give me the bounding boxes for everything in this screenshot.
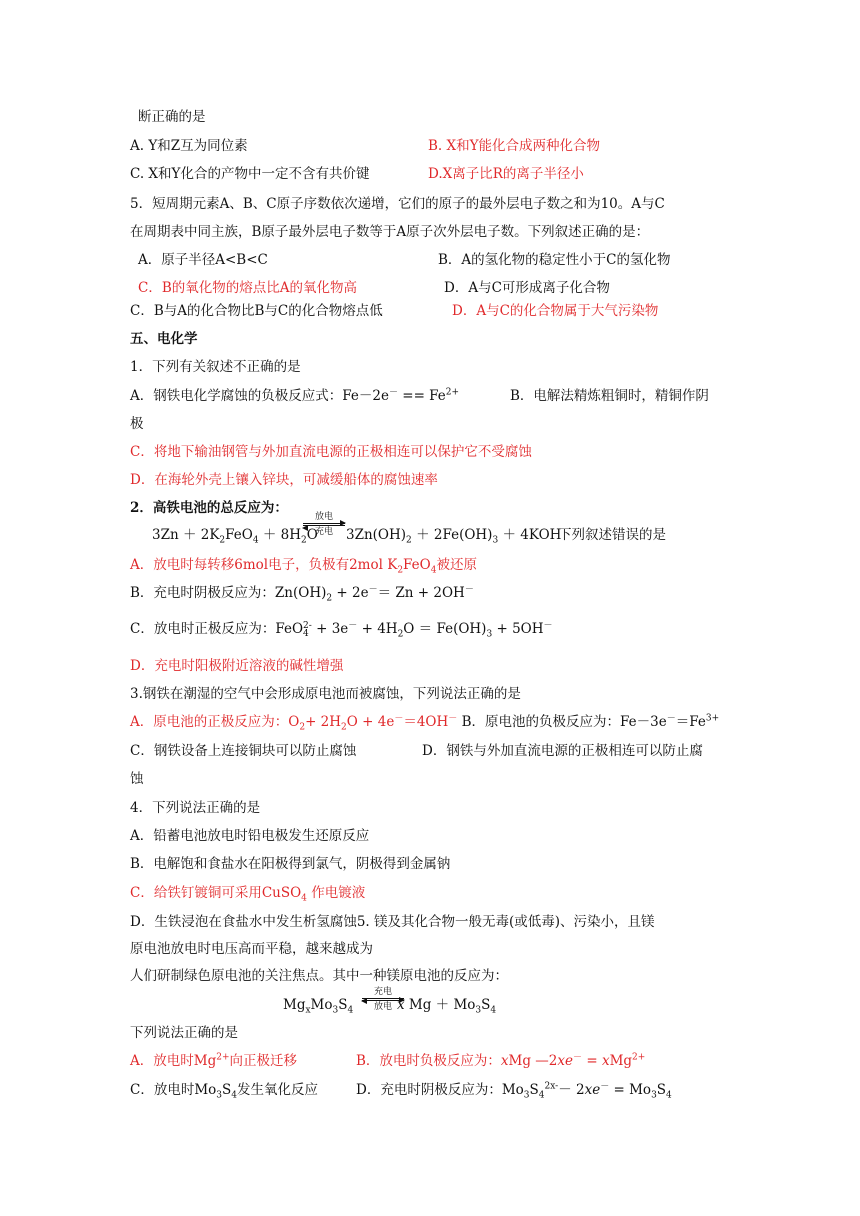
e5-sub: 3	[332, 1005, 339, 1016]
e5-sub: 4	[490, 1005, 497, 1016]
e2-number: 2．高铁电池的总反应为：	[130, 500, 288, 516]
e2-sub: 2	[406, 535, 412, 546]
e2-eq-part: ＋ 2Fe(OH)	[411, 527, 493, 543]
e2-c-ion	[303, 622, 312, 638]
e2-eq-part: 3Zn(OH)	[346, 527, 407, 543]
q5-stem-line1: 5．短周期元素A、B、C原子序数依次递增，它们的原子的最外层电子数之和为10。A与C	[130, 196, 665, 212]
e1-option-d: D．在海轮外壳上镶入锌块，可减缓船体的腐蚀速率	[130, 472, 438, 488]
e3-a-part: O + 4e	[346, 714, 395, 730]
e5-b-part: B．放电时负极反应为：	[356, 1053, 501, 1069]
e5-option-b	[356, 1052, 645, 1070]
e5-sub: 4	[347, 1005, 354, 1016]
e3-sub: 2	[341, 722, 347, 733]
e5-option-a	[130, 1052, 297, 1070]
e5-a-charge: 2+	[216, 1052, 230, 1063]
e5-b-part: Mg	[609, 1053, 633, 1069]
e5-eq-x: x	[397, 997, 405, 1013]
e5-c-part: C．放电时Mo	[130, 1082, 217, 1098]
e4-option-c	[130, 884, 365, 902]
e5-eq-part: Mg ＋ Mo	[404, 997, 476, 1013]
e1-a-eq: == Fe	[397, 388, 446, 404]
section-title: 五、电化学	[130, 331, 198, 347]
e2-option-d: D．充电时阳极附近溶液的碱性增强	[130, 658, 344, 674]
e5-equation-left	[283, 996, 353, 1014]
e3-sup: －	[448, 713, 458, 724]
e5-sub: 3	[475, 1005, 482, 1016]
e3-b-part: ＝Fe	[675, 714, 706, 730]
e3-option-c: C．钢铁设备上连接铜块可以防止腐蚀	[130, 743, 357, 759]
e3-sub: 2	[299, 722, 306, 733]
e3-option-d: D．钢铁与外加直流电源的正极相连可以防止腐	[422, 743, 703, 759]
e1-option-a	[130, 387, 459, 405]
e2-sub: 3	[492, 535, 499, 546]
q4-option-a: A. Y和Z互为同位素	[130, 138, 248, 154]
e3-sup: －	[394, 713, 404, 724]
e4-c-part: C．给铁钉镀铜可采用CuSO	[130, 885, 302, 901]
e3-option-b	[457, 714, 719, 730]
e1-option-c: C．将地下输油钢管与外加直流电源的正极相连可以保护它不受腐蚀	[130, 444, 532, 460]
e1-option-b-cont: 极	[130, 416, 144, 432]
e2-eq-part: ＋ 4KOH	[498, 527, 562, 543]
e5-d-xe: xe	[584, 1082, 601, 1098]
e4-option-b: B．电解饱和食盐水在阳极得到氯气，阴极得到金属钠	[130, 856, 451, 872]
e2-sup: －	[348, 620, 358, 631]
e3-b-charge: 3+	[705, 713, 720, 724]
e2-c-sub: 4	[303, 628, 309, 639]
e3-option-a	[130, 713, 458, 733]
e4-sub: 4	[301, 893, 307, 904]
e3-options-ab	[130, 713, 719, 731]
q5-option-d: D．A与C可形成离子化合物	[444, 280, 610, 296]
e5-sub: 3	[523, 1090, 530, 1101]
e5-b-part: Mg —2	[508, 1053, 558, 1069]
e2-eq-part: O	[306, 527, 318, 543]
e2-option-a	[130, 556, 477, 574]
e5-option-c	[130, 1081, 318, 1099]
e2-sub: 2	[219, 535, 226, 546]
e3-b-part: B．原电池的负极反应为：Fe－3e	[457, 714, 667, 730]
e5-d-part: = Mo	[609, 1082, 652, 1098]
e5-option-d	[356, 1081, 672, 1099]
e5-eq-part: S	[338, 997, 348, 1013]
e3-a-part: ＝4OH	[403, 714, 449, 730]
e5-sub: 3	[216, 1090, 223, 1101]
q4-option-b: B. X和Y能化合成两种化合物	[428, 138, 601, 154]
e4-option-a: A．铅蓄电池放电时铅电极发生还原反应	[130, 828, 370, 844]
e1-option-b: B．电解法精炼粗铜时，精铜作阴	[510, 388, 709, 404]
e5-sup: －	[600, 1081, 610, 1092]
e2-arrow-top-label: 放电	[314, 512, 333, 522]
e3-a-part: A．原电池的正极反应为：O	[130, 714, 300, 730]
e5-sub: 4	[666, 1090, 672, 1101]
q4-option-d: D.X离子比R的离子半径小	[428, 166, 584, 182]
q5-option-e: C．B与A的化合物比B与C的化合物熔点低	[130, 303, 383, 319]
q5-option-f: D．A与C的化合物属于大气污染物	[452, 303, 659, 319]
e5-arrow-bottom-label: 放电	[373, 1002, 392, 1012]
e2-eq-part: FeO	[225, 527, 253, 543]
q5-option-c: C．B的氧化物的熔点比A的氧化物高	[138, 280, 357, 296]
e4-option-d-line2: 原电池放电时电压高而平稳，越来越成为	[130, 941, 373, 957]
e2-sub: 2	[301, 535, 307, 546]
e5-sub: x	[305, 1005, 311, 1016]
e1-a-charge: 2+	[445, 387, 460, 398]
e5-d-part: S	[656, 1082, 667, 1098]
e2-c-part: + 5OH	[492, 621, 544, 637]
e2-b-part: ＝ Zn + 2OH	[377, 585, 465, 601]
e5-sub: 4	[538, 1090, 545, 1101]
e5-arrow-top-label: 充电	[373, 987, 392, 997]
e2-c-part: + 4H	[357, 621, 398, 637]
e2-sup: －	[464, 584, 474, 595]
e1-stem: 1．下列有关叙述不正确的是	[130, 359, 301, 375]
e2-sub: 4	[252, 535, 259, 546]
e2-question: 下列叙述错误的是	[558, 527, 666, 543]
e5-b-part: =	[582, 1053, 602, 1069]
e5-b-xe: xe	[557, 1053, 574, 1069]
e2-option-b	[130, 584, 474, 602]
e4-option-d: D．生铁浸泡在食盐水中发生析氢腐蚀5. 镁及其化合物一般无毒(或低毒)、污染小，且镁	[130, 914, 655, 930]
e2-option-c	[130, 620, 553, 638]
e2-arrow-forward	[303, 523, 345, 524]
e3-a-part: + 2H	[305, 714, 342, 730]
e2-c-part: O ＝ Fe(OH)	[403, 621, 487, 637]
e5-c-part: S	[222, 1082, 232, 1098]
e5-b-x: x	[601, 1053, 610, 1069]
e2-sup: －	[543, 620, 553, 631]
e5-d-part: S	[529, 1082, 539, 1098]
e5-d-part: － 2	[558, 1082, 585, 1098]
e2-arrow-bottom-label: 充电	[314, 527, 333, 537]
e5-b-charge: 2+	[632, 1052, 646, 1063]
q4-option-c: C. X和Y化合的产物中一定不含有共价键	[130, 166, 370, 182]
e5-a-part: A．放电时Mg	[130, 1053, 217, 1069]
e2-sub: 2	[397, 629, 404, 640]
e2-eq-part: 3Zn ＋ 2K	[152, 527, 220, 543]
e5-d-part: D．充电时阴极反应为：Mo	[356, 1082, 524, 1098]
e2-equation-left	[152, 526, 318, 544]
e3-option-d-cont: 蚀	[130, 771, 144, 787]
e2-c-sup: 2-	[303, 620, 312, 631]
e2-sub: 3	[486, 629, 493, 640]
e2-sup: －	[368, 584, 378, 595]
e5-stem: 下列说法正确的是	[130, 1025, 238, 1041]
e5-eq-part: Mg	[283, 997, 306, 1013]
e2-a-part: FeO	[403, 557, 431, 573]
e2-a-part: A．放电时每转移6mol电子，负极有2mol K	[130, 557, 398, 573]
e2-sub: 2	[397, 565, 404, 576]
e2-equation-right	[346, 526, 561, 544]
e3-sup: －	[666, 713, 676, 724]
e2-sub: 4	[430, 565, 437, 576]
e4-option-d-line3: 人们研制绿色原电池的关注焦点。其中一种镁原电池的反应为：	[130, 968, 508, 984]
q5-option-b: B．A的氢化物的稳定性小于C的氢化物	[438, 252, 671, 268]
e4-c-part: 作电镀液	[306, 885, 366, 901]
e4-stem: 4．下列说法正确的是	[130, 800, 261, 816]
e5-eq-part: S	[481, 997, 491, 1013]
e2-b-part: + 2e	[332, 585, 369, 601]
e2-sub: 2	[326, 593, 333, 604]
e5-sup: －	[573, 1052, 583, 1063]
e5-sub: 3	[651, 1090, 657, 1101]
e2-c-part: + 3e	[311, 621, 349, 637]
e5-eq-part: Mo	[310, 997, 333, 1013]
e2-c-part: C．放电时正极反应为：FeO	[130, 621, 304, 637]
e2-eq-part: ＋ 8H	[258, 527, 302, 543]
e2-a-part: 被还原	[436, 557, 477, 573]
e1-a-minus: －	[388, 387, 398, 398]
q5-stem-line2: 在周期表中同主族，B原子最外层电子数等于A原子次外层电子数。下列叙述正确的是：	[130, 224, 650, 240]
e5-a-part: 向正极迁移	[229, 1053, 297, 1069]
e3-stem: 3.钢铁在潮湿的空气中会形成原电池而被腐蚀，下列说法正确的是	[130, 686, 521, 702]
e5-equation-right	[397, 996, 496, 1014]
e2-b-part: B．充电时阴极反应为：Zn(OH)	[130, 585, 327, 601]
e5-c-part: 发生氧化反应	[237, 1082, 318, 1098]
e5-b-x: x	[500, 1053, 509, 1069]
e5-d-charge: 2x-	[544, 1081, 559, 1092]
q5-option-a: A．原子半径A<B<C	[138, 252, 268, 268]
e5-sub: 4	[231, 1090, 237, 1101]
e2-stem	[130, 499, 288, 517]
q4-stem: 断正确的是	[138, 109, 206, 125]
e1-a-text: A．钢铁电化学腐蚀的负极反应式：Fe－2e	[130, 388, 389, 404]
